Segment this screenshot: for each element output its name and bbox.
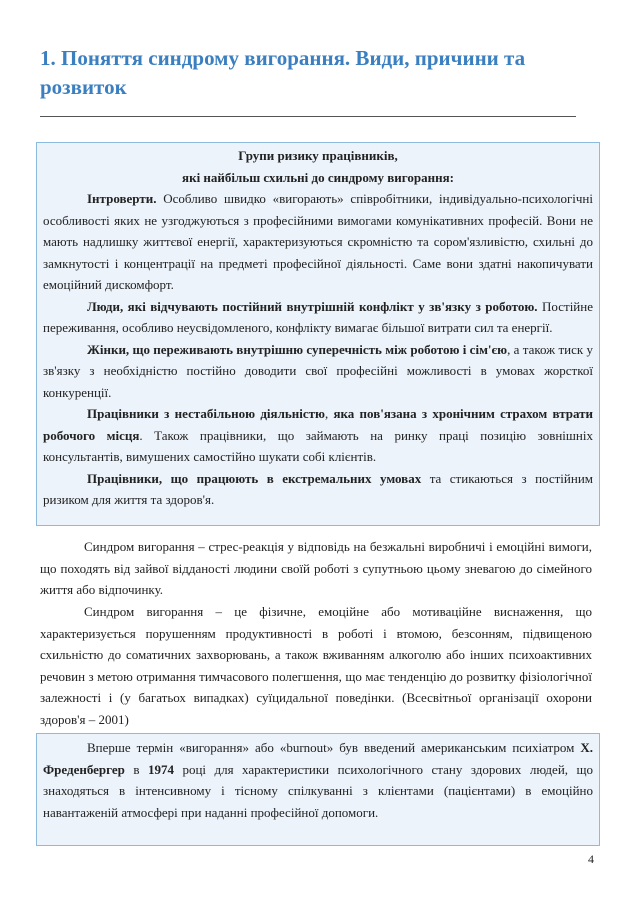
risk-group-internal-conflict: Люди, які відчувають постійний внутрішній конфлікт у зв'язку з роботою. Постійне переживання, особливо неусвідомленого, конфлікту вимагає більшої витрати сил та енергії. [43,298,593,335]
risk-groups-title-2: які найбільш схильні до синдрому вигорання: [182,169,454,185]
risk-group-women: Жінки, що переживають внутрішню суперечність між роботою і сім'єю, а також тиск у зв'язку з необхідністю постійно доводити свої професійні можливості в умовах жорсткої конкуренції. [43,341,593,400]
section-heading: 1. Поняття синдрому вигорання. Види, причини та розвиток [40,46,526,99]
heading-underline [40,116,576,117]
risk-group-unstable-work: Працівники з нестабільною діяльністю, яка пов'язана з хронічним страхом втрати робочого місця. Також працівники, що займають на ринку праці позицію зовнішніх консультантів, вимушених самостійно шукати собі клієнтів. [43,406,594,464]
definition-paragraph-1: Синдром вигорання – стрес-реакція у відповідь на безжальні виробничі і емоційні вимоги, що походять від зайвої відданості людини своїй роботі з супутньою цьому зневагою до сімейного життя або відпочинку. [40,539,592,597]
burnout-origin-box [36,733,600,846]
definition-paragraph-2: Синдром вигорання – це фізичне, емоційне або мотиваційне виснаження, що характеризується порушенням продуктивності в роботі і втомою, безсонням, підвищеною схильністю до соматичних захворювань, а також вживанням алкоголю або інших психоактивних речовин з метою отримання тимчасового полегшення, що має тенденцію до розвитку фізіологічної залежності і (у багатьох випадках) суїцидальної поведінки. (Всесвітньої організації охорони здоров'я – 2001) [40,604,592,727]
risk-group-extreme-conditions: Працівники, що працюють в екстремальних умовах та стикаються з постійним ризиком для життя та здоров'я. [43,470,594,507]
page-number: 4 [588,852,594,866]
risk-group-introverts: Інтроверти. Особливо швидко «вигорають» співробітники, індивідуально-психологічні особливості яких не узгоджуються з професійними вимогами комунікативних професій. Вони не мають надлишку життєвої енергії, характеризуються скромністю та сором'язливістю, схильні до замкнутості і концентрації на предметі професійної діяльності. Саме вони здатні накопичувати емоційний дискомфорт. [43,191,593,292]
risk-groups-title-1: Групи ризику працівників, [238,148,398,163]
burnout-origin-text: Вперше термін «вигорання» або «burnout» був введений американським психіатром Х. Фреденбергер в 1974 році для характеристики психологічного стану здорових людей, що знаходяться в інтенсивному і тісному спілкуванні з клієнтами (пацієнтами) в емоційно навантаженій атмосфері при наданні професійної допомоги. [43,740,594,820]
risk-groups-box [36,142,600,526]
